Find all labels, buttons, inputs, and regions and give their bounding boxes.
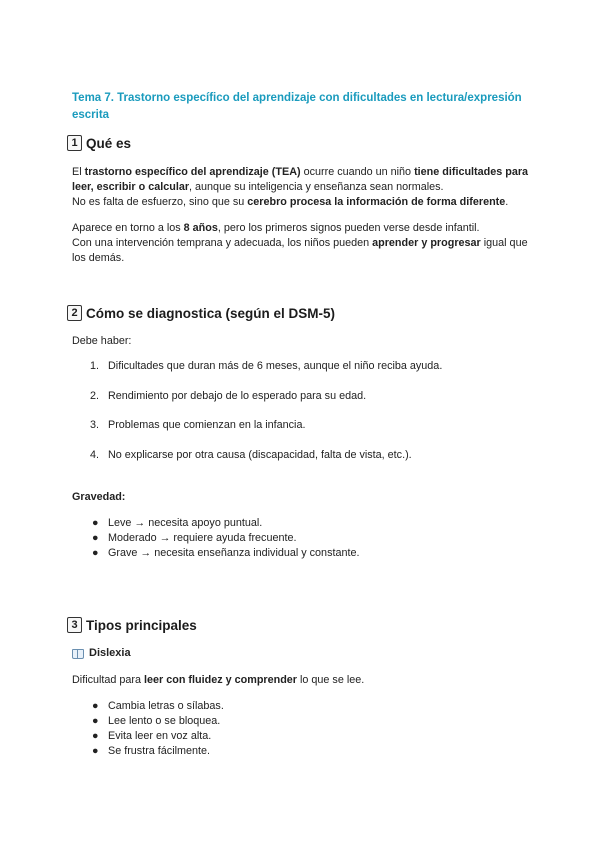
- item-text: Problemas que comienzan en la infancia.: [108, 419, 306, 431]
- item-text: Moderado → requiere ayuda frecuente.: [108, 532, 297, 544]
- severity-item: [92, 546, 532, 561]
- criteria-intro: Debe haber:: [72, 335, 132, 347]
- bullet: ●: [92, 532, 99, 544]
- item-text: Evita leer en voz alta.: [108, 730, 212, 742]
- text-run: No es falta de esfuerzo, sino que su: [72, 196, 248, 208]
- section-heading-que-es: [67, 135, 131, 151]
- text-run: , pero los primeros signos pueden verse desde infantil.: [217, 222, 480, 234]
- item-text: No explicarse por otra causa (discapacidad, falta de vista, etc.).: [108, 449, 412, 461]
- section-heading-label: Cómo se diagnostica (según el DSM-5): [86, 305, 336, 321]
- item-text: Dificultades que duran más de 6 meses, aunque el niño reciba ayuda.: [108, 360, 443, 372]
- number-badge-3: 3: [67, 617, 82, 633]
- bold-run: 8 años: [183, 222, 218, 234]
- item-text: Cambia letras o sílabas.: [108, 700, 224, 712]
- bold-run: tiene dificultades para leer, escribir o calcular: [72, 166, 529, 193]
- paragraph-onset: [72, 221, 542, 266]
- text-run: , aunque su inteligencia y enseñanza sean normales.: [189, 181, 444, 193]
- paragraph-dislexia: [72, 673, 542, 688]
- section-heading-tipos: [67, 617, 197, 633]
- text-run: ocurre cuando un niño: [300, 166, 415, 178]
- bullet: ●: [92, 730, 99, 742]
- item-text: Lee lento o se bloquea.: [108, 715, 221, 727]
- bullet: ●: [92, 700, 99, 712]
- text-run: Aparece en torno a los: [72, 222, 184, 234]
- text-run: Dificultad para: [72, 674, 145, 686]
- text-run: El: [72, 166, 85, 178]
- bullet: ●: [92, 715, 99, 727]
- bold-run: aprender y progresar: [372, 237, 481, 249]
- subheading-label: Dislexia: [89, 647, 131, 659]
- criteria-item: [90, 419, 305, 431]
- bold-run: cerebro procesa la información de forma diferente: [247, 196, 506, 208]
- item-number: 2.: [90, 390, 100, 402]
- item-text: Leve → necesita apoyo puntual.: [108, 517, 263, 529]
- symptom-item: [92, 714, 532, 729]
- bold-run: leer con fluidez y comprender: [144, 674, 298, 686]
- symptom-item: [92, 729, 532, 744]
- number-badge-1: 1: [67, 135, 82, 151]
- number-badge-2: 2: [67, 305, 82, 321]
- bullet: ●: [92, 745, 99, 757]
- bold-run: trastorno específico del aprendizaje (TEA): [84, 166, 301, 178]
- document-title: Tema 7. Trastorno específico del aprendizaje con dificultades en lectura/expresión escrita: [72, 92, 522, 121]
- item-number: 4.: [90, 449, 100, 461]
- item-number: 1.: [90, 360, 100, 372]
- text-run: igual que los demás.: [72, 237, 528, 264]
- item-number: 3.: [90, 419, 100, 431]
- item-text: Rendimiento por debajo de lo esperado para su edad.: [108, 390, 367, 402]
- criteria-item: [90, 449, 412, 461]
- symptom-item: [92, 699, 532, 714]
- symptom-item: [92, 744, 532, 759]
- bullet: ●: [92, 517, 99, 529]
- criteria-item: [90, 390, 366, 402]
- text-run: .: [505, 196, 509, 208]
- section-heading-label: Tipos principales: [86, 617, 197, 633]
- severity-item: [92, 531, 532, 546]
- subheading-dislexia: [72, 647, 131, 659]
- severity-item: [92, 516, 532, 531]
- criteria-item: [90, 360, 442, 372]
- paragraph-definition: [72, 165, 542, 210]
- dislexia-symptoms-list: [92, 699, 532, 759]
- section-heading-diagnostico: [67, 305, 335, 321]
- bold-run: Gravedad:: [72, 491, 126, 503]
- text-run: lo que se lee.: [297, 674, 365, 686]
- section-heading-label: Qué es: [86, 135, 132, 151]
- item-text: Grave → necesita enseñanza individual y constante.: [108, 547, 360, 559]
- item-text: Se frustra fácilmente.: [108, 745, 211, 757]
- severity-list: [92, 516, 532, 561]
- open-book-icon: [72, 649, 84, 658]
- severity-label: [72, 490, 542, 505]
- bullet: ●: [92, 547, 99, 559]
- text-run: Con una intervención temprana y adecuada, los niños pueden: [72, 237, 373, 249]
